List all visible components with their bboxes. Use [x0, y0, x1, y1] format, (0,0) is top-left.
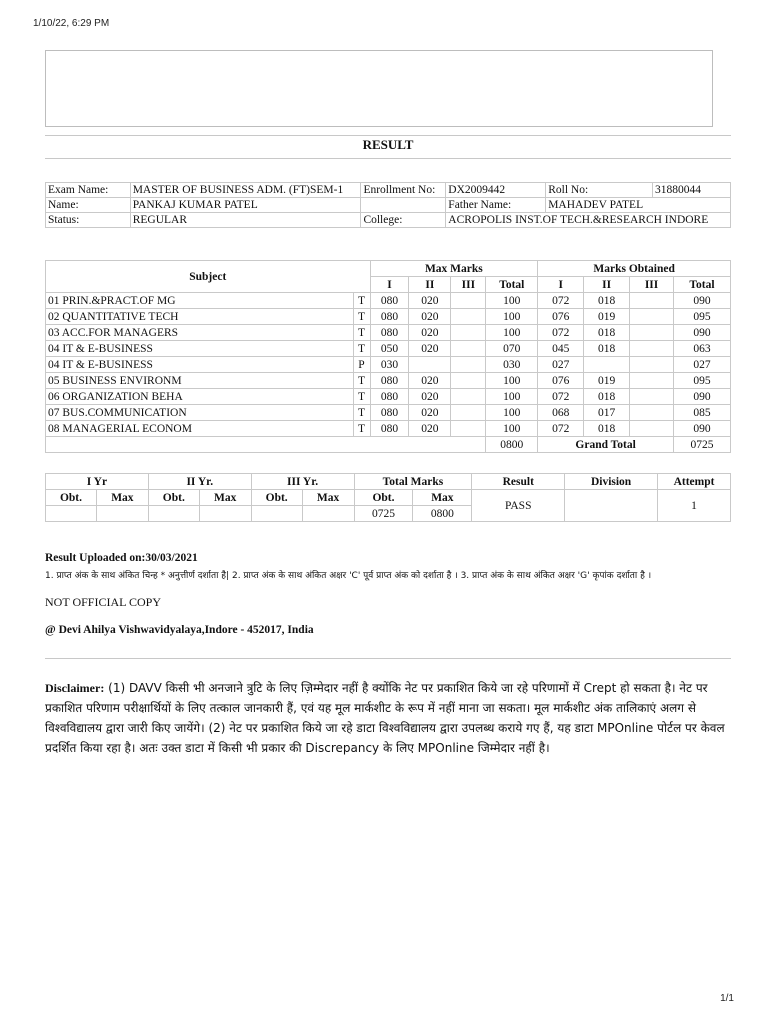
subject-name: 04 IT & E-BUSINESS	[46, 357, 354, 373]
max-col-i: I	[370, 277, 409, 293]
enrollment-value: DX2009442	[446, 183, 546, 198]
obt-ii: 018	[584, 293, 630, 309]
obt-total: 095	[674, 309, 731, 325]
max-ii: 020	[409, 405, 451, 421]
disclaimer	[45, 678, 730, 758]
max-i: 080	[370, 325, 409, 341]
obt-ii: 017	[584, 405, 630, 421]
obt-ii: 019	[584, 309, 630, 325]
obt-iii	[630, 309, 674, 325]
grand-max-total: 0800	[486, 437, 538, 453]
empty-cell	[302, 506, 354, 522]
max-total: 070	[486, 341, 538, 357]
table-row	[46, 293, 731, 309]
exam-name-value: MASTER OF BUSINESS ADM. (FT)SEM-1	[130, 183, 361, 198]
obt-i: 045	[538, 341, 584, 357]
obt-iii	[630, 405, 674, 421]
obt-label: Obt.	[251, 490, 302, 506]
table-row	[46, 325, 731, 341]
grand-total-row	[46, 437, 731, 453]
max-label: Max	[199, 490, 251, 506]
max-total: 100	[486, 389, 538, 405]
paper-type: T	[353, 421, 370, 437]
max-i: 030	[370, 357, 409, 373]
table-row	[46, 309, 731, 325]
divider	[45, 158, 731, 159]
obt-total: 090	[674, 421, 731, 437]
result-uploaded-date: Result Uploaded on:30/03/2021	[45, 552, 198, 564]
total-marks-header: Total Marks	[354, 474, 472, 490]
obt-iii	[630, 325, 674, 341]
divider	[45, 135, 731, 136]
max-iii	[451, 373, 486, 389]
max-i: 080	[370, 293, 409, 309]
max-iii	[451, 309, 486, 325]
student-info-table	[45, 182, 731, 228]
max-label: Max	[96, 490, 148, 506]
division-header: Division	[565, 474, 658, 490]
max-total: 030	[486, 357, 538, 373]
empty-cell	[148, 506, 199, 522]
max-i: 080	[370, 405, 409, 421]
obt-total: 085	[674, 405, 731, 421]
obt-label: Obt.	[148, 490, 199, 506]
obt-col-total: Total	[674, 277, 731, 293]
father-value: MAHADEV PATEL	[546, 198, 731, 213]
empty-cell	[361, 198, 446, 213]
max-i: 080	[370, 309, 409, 325]
max-i: 080	[370, 389, 409, 405]
obt-iii	[630, 389, 674, 405]
divider	[45, 658, 731, 659]
enrollment-label: Enrollment No:	[361, 183, 446, 198]
max-total: 100	[486, 309, 538, 325]
obt-total: 063	[674, 341, 731, 357]
result-value: PASS	[472, 490, 565, 522]
subject-name: 03 ACC.FOR MANAGERS	[46, 325, 354, 341]
max-ii: 020	[409, 373, 451, 389]
empty-cell	[46, 437, 486, 453]
max-iii	[451, 293, 486, 309]
table-row	[46, 373, 731, 389]
ii-yr-header: II Yr.	[148, 474, 251, 490]
table-row	[46, 357, 731, 373]
college-label: College:	[361, 213, 446, 228]
attempt-value: 1	[658, 490, 731, 522]
father-label: Father Name:	[446, 198, 546, 213]
grand-total-label: Grand Total	[538, 437, 674, 453]
paper-type: T	[353, 341, 370, 357]
obt-col-ii: II	[584, 277, 630, 293]
max-i: 050	[370, 341, 409, 357]
obt-iii	[630, 341, 674, 357]
status-label: Status:	[46, 213, 131, 228]
max-ii	[409, 357, 451, 373]
obt-i: 072	[538, 421, 584, 437]
paper-type: T	[353, 293, 370, 309]
max-iii	[451, 421, 486, 437]
status-value: REGULAR	[130, 213, 361, 228]
marks-legend: 1. प्राप्त अंक के साथ अंकित चिन्ह * अनुत्तीर्ण दर्शाता है| 2. प्राप्त अंक के साथ अंकित अक्षर 'C' पूर्व प्राप्त अंक को दर्शाता है । 3. प्राप्त अंक के साथ अंकित अक्षर 'G' कृपांक दर्शाता है ।	[45, 571, 652, 581]
max-total: 100	[486, 293, 538, 309]
subject-name: 01 PRIN.&PRACT.OF MG	[46, 293, 354, 309]
max-iii	[451, 325, 486, 341]
table-row	[46, 421, 731, 437]
empty-cell	[46, 506, 97, 522]
max-total: 100	[486, 373, 538, 389]
obt-i: 076	[538, 373, 584, 389]
obt-iii	[630, 373, 674, 389]
max-iii	[451, 341, 486, 357]
attempt-header: Attempt	[658, 474, 731, 490]
info-row	[46, 198, 731, 213]
max-total: 100	[486, 405, 538, 421]
page-title: RESULT	[362, 137, 414, 152]
subject-name: 02 QUANTITATIVE TECH	[46, 309, 354, 325]
obt-total: 095	[674, 373, 731, 389]
info-row	[46, 213, 731, 228]
name-value: PANKAJ KUMAR PATEL	[130, 198, 361, 213]
empty-cell	[96, 506, 148, 522]
paper-type: P	[353, 357, 370, 373]
max-ii: 020	[409, 293, 451, 309]
obt-ii: 018	[584, 421, 630, 437]
obt-ii: 018	[584, 341, 630, 357]
obt-ii: 018	[584, 389, 630, 405]
empty-cell	[199, 506, 251, 522]
max-label: Max	[302, 490, 354, 506]
obt-iii	[630, 357, 674, 373]
subject-name: 07 BUS.COMMUNICATION	[46, 405, 354, 421]
max-ii: 020	[409, 341, 451, 357]
max-col-ii: II	[409, 277, 451, 293]
empty-cell	[251, 506, 302, 522]
info-row	[46, 183, 731, 198]
obt-i: 072	[538, 389, 584, 405]
max-col-total: Total	[486, 277, 538, 293]
obt-ii: 018	[584, 325, 630, 341]
summary-table	[45, 473, 731, 522]
obt-col-iii: III	[630, 277, 674, 293]
page-number: 1/1	[720, 993, 734, 1004]
max-i: 080	[370, 421, 409, 437]
max-iii	[451, 405, 486, 421]
obt-i: 068	[538, 405, 584, 421]
max-ii: 020	[409, 325, 451, 341]
paper-type: T	[353, 373, 370, 389]
subject-name: 05 BUSINESS ENVIRONM	[46, 373, 354, 389]
exam-name-label: Exam Name:	[46, 183, 131, 198]
marks-table	[45, 260, 731, 453]
max-label: Max	[413, 490, 472, 506]
max-total: 100	[486, 325, 538, 341]
division-value	[565, 490, 658, 522]
obt-total: 090	[674, 325, 731, 341]
obt-label: Obt.	[354, 490, 413, 506]
obt-iii	[630, 421, 674, 437]
iii-yr-header: III Yr.	[251, 474, 354, 490]
table-row	[46, 405, 731, 421]
disclaimer-label: Disclaimer:	[45, 681, 105, 695]
obt-ii: 019	[584, 373, 630, 389]
i-yr-header: I Yr	[46, 474, 149, 490]
obt-total: 027	[674, 357, 731, 373]
obt-ii	[584, 357, 630, 373]
subject-header: Subject	[46, 261, 371, 293]
obt-iii	[630, 293, 674, 309]
name-label: Name:	[46, 198, 131, 213]
paper-type: T	[353, 389, 370, 405]
disclaimer-text: (1) DAVV किसी भी अनजाने त्रुटि के लिए ज़िम्मेदार नहीं है क्योंकि नेट पर प्रकाशित किये जा रहे परिणामों में Crept हो सकता है। नेट पर प्रकाशित परिणाम परीक्षार्थियों के लिए तत्काल जानकारी हैं, एवं यह मूल मार्कशीट के रूप में नहीं माना जा सकता। मूल मार्कशीट अंक तालिकाएं अलग से विश्वविद्यालय द्वारा जारी किए जायेंगे। (2) नेट पर प्रकाशित किये जा रहे डाटा विश्वविद्यालय द्वारा उपलब्ध कराये गए हैं, यह डाटा MPOnline पोर्टल पर केवल प्रदर्शित किया रहा है। अतः उक्त डाटा में किसी भी प्रकार की Discrepancy के लिए MPOnline जिम्मेदार नहीं है।	[45, 681, 725, 755]
subject-name: 04 IT & E-BUSINESS	[46, 341, 354, 357]
obt-i: 072	[538, 325, 584, 341]
college-value: ACROPOLIS INST.OF TECH.&RESEARCH INDORE	[446, 213, 731, 228]
obt-i: 076	[538, 309, 584, 325]
total-max-value: 0800	[413, 506, 472, 522]
not-official-notice: NOT OFFICIAL COPY	[45, 595, 162, 609]
obt-i: 027	[538, 357, 584, 373]
paper-type: T	[353, 309, 370, 325]
university-footer: @ Devi Ahilya Vishwavidyalaya,Indore - 452017, India	[45, 624, 314, 636]
obt-i: 072	[538, 293, 584, 309]
obt-label: Obt.	[46, 490, 97, 506]
max-ii: 020	[409, 309, 451, 325]
max-iii	[451, 389, 486, 405]
obt-col-i: I	[538, 277, 584, 293]
max-i: 080	[370, 373, 409, 389]
obt-total: 090	[674, 293, 731, 309]
total-obt-value: 0725	[354, 506, 413, 522]
roll-label: Roll No:	[546, 183, 653, 198]
table-row	[46, 341, 731, 357]
max-iii	[451, 357, 486, 373]
grand-obtained-total: 0725	[674, 437, 731, 453]
paper-type: T	[353, 405, 370, 421]
table-row	[46, 389, 731, 405]
print-timestamp: 1/10/22, 6:29 PM	[33, 18, 110, 29]
header-banner-box	[45, 50, 713, 127]
roll-value: 31880044	[653, 183, 731, 198]
max-ii: 020	[409, 421, 451, 437]
subject-name: 08 MANAGERIAL ECONOM	[46, 421, 354, 437]
paper-type: T	[353, 325, 370, 341]
max-col-iii: III	[451, 277, 486, 293]
max-total: 100	[486, 421, 538, 437]
obt-total: 090	[674, 389, 731, 405]
subject-name: 06 ORGANIZATION BEHA	[46, 389, 354, 405]
max-ii: 020	[409, 389, 451, 405]
max-marks-header: Max Marks	[370, 261, 538, 277]
marks-obtained-header: Marks Obtained	[538, 261, 731, 277]
result-header: Result	[472, 474, 565, 490]
